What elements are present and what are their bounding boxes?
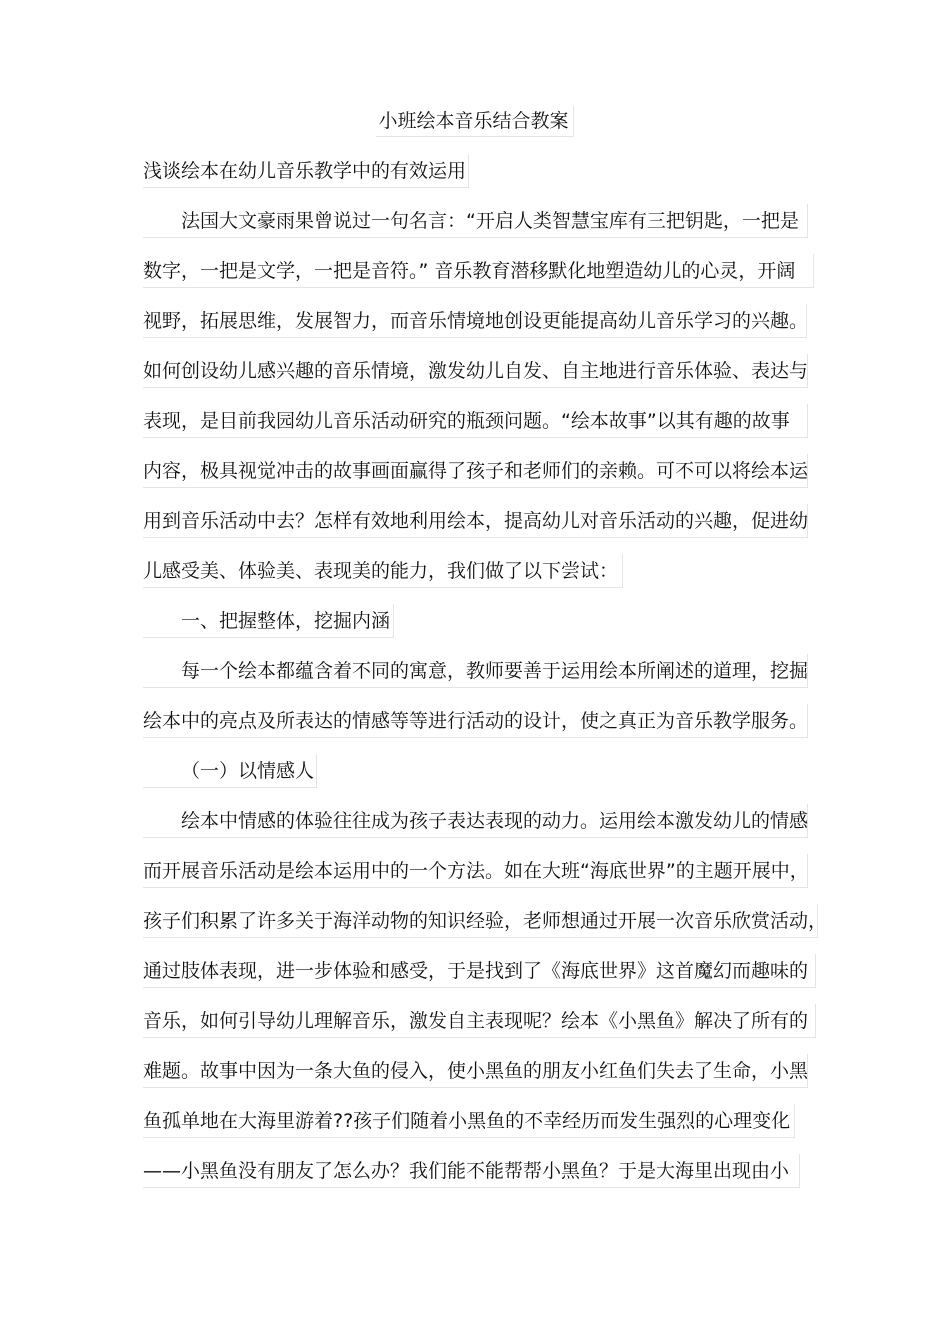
paragraph-line: 通过肢体表现，进一步体验和感受，于是找到了《海底世界》这首魔幻而趣味的 <box>143 954 816 988</box>
paragraph-line: 法国大文豪雨果曾说过一句名言：“开启人类智慧宝库有三把钥匙，一把是 <box>143 204 808 238</box>
section-heading: 一、把握整体，挖掘内涵 <box>143 604 394 638</box>
paragraph-line: 而开展音乐活动是绘本运用中的一个方法。如在大班“海底世界”的主题开展中， <box>143 854 808 888</box>
paragraph-line: 绘本中的亮点及所表达的情感等等进行活动的设计，使之真正为音乐教学服务。 <box>143 704 808 738</box>
title-text: 小班绘本音乐结合教案 <box>376 106 573 137</box>
subsection-heading: （一）以情感人 <box>143 754 317 788</box>
paragraph-line: 绘本中情感的体验往往成为孩子表达表现的动力。运用绘本激发幼儿的情感 <box>143 804 808 838</box>
paragraph-line: 儿感受美、体验美、表现美的能力，我们做了以下尝试： <box>143 554 623 588</box>
paragraph-line: 表现，是目前我园幼儿音乐活动研究的瓶颈问题。“绘本故事”以其有趣的故事 <box>143 404 808 438</box>
paragraph-line: 用到音乐活动中去？怎样有效地利用绘本，提高幼儿对音乐活动的兴趣，促进幼 <box>143 504 808 538</box>
paragraph-line: 如何创设幼儿感兴趣的音乐情境，激发幼儿自发、自主地进行音乐体验、表达与 <box>143 354 808 388</box>
document-title <box>0 106 950 137</box>
paragraph-line: 难题。故事中因为一条大鱼的侵入，使小黑鱼的朋友小红鱼们失去了生命，小黑 <box>143 1054 808 1088</box>
paragraph-line: ——小黑鱼没有朋友了怎么办？我们能不能帮帮小黑鱼？于是大海里出现由小 <box>143 1154 800 1188</box>
paragraph-line: 孩子们积累了许多关于海洋动物的知识经验，老师想通过开展一次音乐欣赏活动， <box>143 904 818 938</box>
paragraph-line: 数字，一把是文学，一把是音符。” 音乐教育潜移默化地塑造幼儿的心灵，开阔 <box>143 254 814 288</box>
paragraph-line: 内容，极具视觉冲击的故事画面赢得了孩子和老师们的亲赖。可不可以将绘本运 <box>143 454 808 488</box>
paragraph-line: 每一个绘本都蕴含着不同的寓意，教师要善于运用绘本所阐述的道理，挖掘 <box>143 654 808 688</box>
subtitle: 浅谈绘本在幼儿音乐教学中的有效运用 <box>143 154 469 188</box>
paragraph-line: 视野，拓展思维，发展智力，而音乐情境地创设更能提高幼儿音乐学习的兴趣。 <box>143 304 807 338</box>
paragraph-line: 音乐，如何引导幼儿理解音乐，激发自主表现呢？绘本《小黑鱼》解决了所有的 <box>143 1004 816 1038</box>
paragraph-line: 鱼孤单地在大海里游着??孩子们随着小黑鱼的不幸经历而发生强烈的心理变化 <box>143 1104 795 1138</box>
